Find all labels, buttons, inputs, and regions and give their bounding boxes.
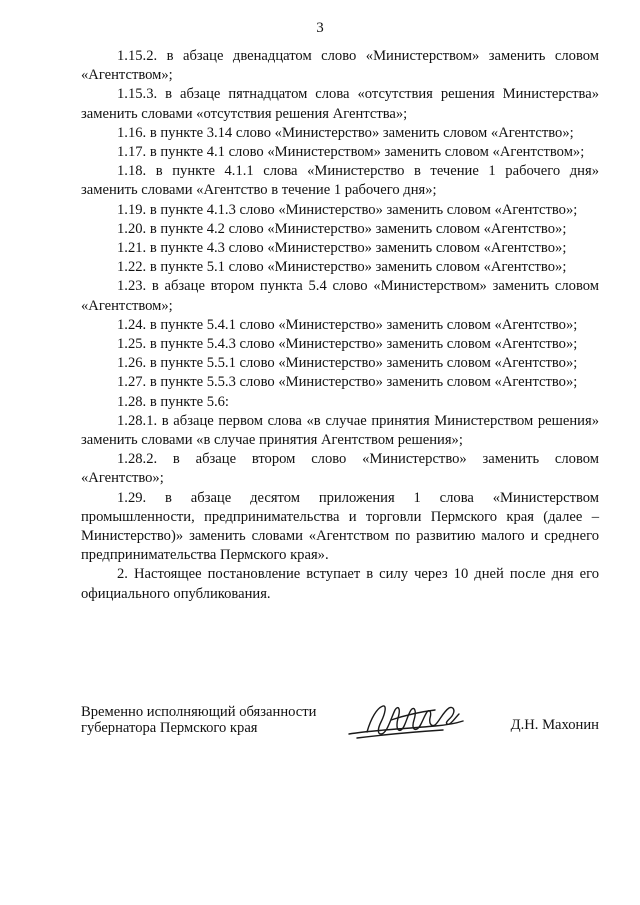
handwritten-signature-icon xyxy=(343,696,473,746)
paragraph-1-29: 1.29. в абзаце десятом приложения 1 слова «Министерством промышленности, предпринимательства и торговли Пермского края (далее – Министерство)» заменить словами «Агентством по развитию малого и среднего предпринимательства Пермского края». xyxy=(81,489,599,564)
paragraph-1-28-2: 1.28.2. в абзаце втором слово «Министерство» заменить словом «Агентство»; xyxy=(81,451,599,487)
paragraph-1-28-1: 1.28.1. в абзаце первом слова «в случае принятия Министерством решения» заменить словами «в случае принятия Агентством решения»; xyxy=(81,412,599,449)
signatory-position-line-2: губернатора Пермского края xyxy=(81,720,258,736)
paragraph-1-20: 1.20. в пункте 4.2 слово «Министерство» заменить словом «Агентство»; xyxy=(117,220,567,237)
page-number: 3 xyxy=(316,20,324,36)
paragraph-2: 2. Настоящее постановление вступает в силу через 10 дней после дня его официального опубликования. xyxy=(81,566,599,602)
signature-block xyxy=(81,704,599,744)
paragraph-1-28: 1.28. в пункте 5.6: xyxy=(117,393,229,410)
signatory-name: Д.Н. Махонин xyxy=(510,717,599,733)
paragraph-1-18: 1.18. в пункте 4.1.1 слова «Министерство в течение 1 рабочего дня» заменить словами «Агентство в течение 1 рабочего дня»; xyxy=(81,163,599,199)
signatory-position-line-1: Временно исполняющий обязанности xyxy=(81,704,317,720)
paragraph-1-21: 1.21. в пункте 4.3 слово «Министерство» заменить словом «Агентство»; xyxy=(117,240,567,257)
paragraph-1-23: 1.23. в абзаце втором пункта 5.4 слово «Министерством» заменить словом «Агентством»; xyxy=(81,278,599,314)
paragraph-1-27: 1.27. в пункте 5.5.3 слово «Министерство» заменить словом «Агентство»; xyxy=(117,374,578,391)
document-body xyxy=(81,47,599,604)
paragraph-1-15-2: 1.15.2. в абзаце двенадцатом слово «Министерством» заменить словом «Агентством»; xyxy=(81,48,599,84)
paragraph-1-17: 1.17. в пункте 4.1 слово «Министерством» заменить словом «Агентством»; xyxy=(117,144,585,161)
paragraph-1-26: 1.26. в пункте 5.5.1 слово «Министерство» заменить словом «Агентство»; xyxy=(117,355,578,372)
paragraph-1-25: 1.25. в пункте 5.4.3 слово «Министерство» заменить словом «Агентство»; xyxy=(117,336,578,353)
signatory-position xyxy=(81,704,341,736)
paragraph-1-15-3: 1.15.3. в абзаце пятнадцатом слова «отсутствия решения Министерства» заменить словами «отсутствия решения Агентства»; xyxy=(81,86,599,122)
paragraph-1-24: 1.24. в пункте 5.4.1 слово «Министерство» заменить словом «Агентство»; xyxy=(117,316,578,333)
paragraph-1-16: 1.16. в пункте 3.14 слово «Министерство» заменить словом «Агентство»; xyxy=(117,124,574,141)
paragraph-1-22: 1.22. в пункте 5.1 слово «Министерство» заменить словом «Агентство»; xyxy=(117,259,567,276)
paragraph-1-19: 1.19. в пункте 4.1.3 слово «Министерство» заменить словом «Агентство»; xyxy=(117,201,578,218)
